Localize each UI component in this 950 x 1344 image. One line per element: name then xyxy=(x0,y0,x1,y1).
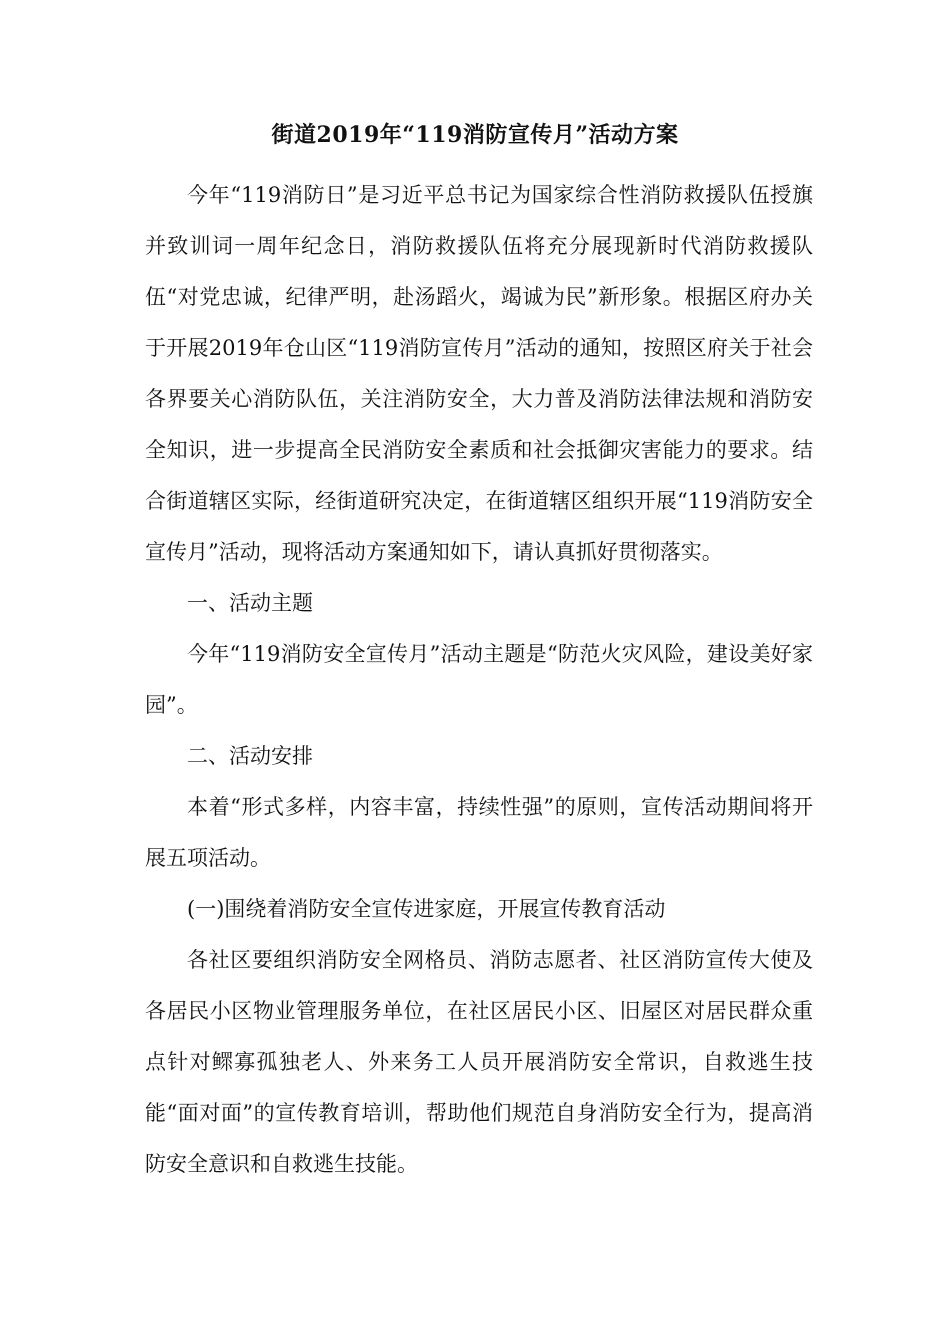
section-heading-arrangement: 二、活动安排 xyxy=(187,744,313,768)
document-title: 街道2019年“119消防宣传月”活动方案 xyxy=(271,122,679,148)
subsection-1-paragraph: 各社区要组织消防安全网格员、消防志愿者、社区消防宣传大使及各居民小区物业管理服务单位，在社区居民小区、旧屋区对居民群众重点针对鳏寡孤独老人、外来务工人员开展消防安全常识，自救逃生技能“面对面”的宣传教育培训，帮助他们规范自身消防安全行为，提高消防安全意识和自救逃生技能。 xyxy=(145,948,813,1176)
theme-paragraph: 今年“119消防安全宣传月”活动主题是“防范火灾风险，建设美好家园”。 xyxy=(145,642,813,717)
document-body xyxy=(145,170,813,1190)
arrangement-paragraph: 本着“形式多样，内容丰富，持续性强”的原则，宣传活动期间将开展五项活动。 xyxy=(145,795,813,870)
subsection-heading-1: (一)围绕着消防安全宣传进家庭，开展宣传教育活动 xyxy=(187,897,666,921)
intro-paragraph: 今年“119消防日”是习近平总书记为国家综合性消防救援队伍授旗并致训词一周年纪念日，消防救援队伍将充分展现新时代消防救援队伍“对党忠诚，纪律严明，赴汤蹈火，竭诚为民”新形象。根据区府办关于开展2019年仓山区“119消防宣传月”活动的通知，按照区府关于社会各界要关心消防队伍，关注消防安全，大力普及消防法律法规和消防安全知识，进一步提高全民消防安全素质和社会抵御灾害能力的要求。结合街道辖区实际，经街道研究决定，在街道辖区组织开展“119消防安全宣传月”活动，现将活动方案通知如下，请认真抓好贯彻落实。 xyxy=(145,183,813,564)
section-heading-theme: 一、活动主题 xyxy=(187,591,313,615)
